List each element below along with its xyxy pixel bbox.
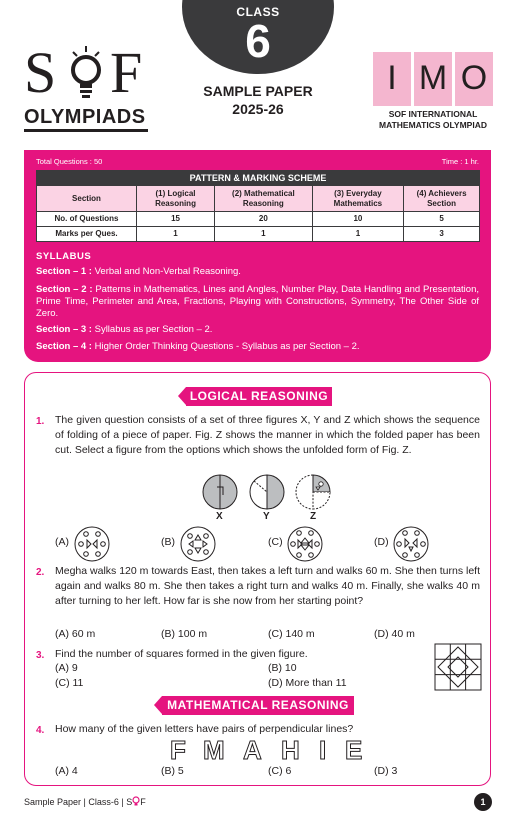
- table-header-cell: (4) Achievers Section: [404, 186, 480, 212]
- footer-text: Sample Paper | Class-6 | S: [24, 797, 133, 807]
- class-number: 6: [245, 15, 271, 67]
- option-label: (B) 100 m: [161, 628, 208, 640]
- syllabus-text: Syllabus as per Section – 2.: [91, 324, 213, 335]
- option-label: (B) 5: [161, 765, 184, 777]
- logo-underline: [24, 129, 148, 132]
- question-number: 4.: [36, 725, 45, 736]
- syllabus-text: Verbal and Non-Verbal Reasoning.: [91, 266, 241, 277]
- option-label: (C): [268, 536, 283, 548]
- table-cell: 15: [137, 212, 215, 227]
- syllabus-text: Higher Order Thinking Questions - Syllabus as per Section – 2.: [91, 341, 360, 352]
- scheme-meta: [36, 157, 479, 168]
- outline-letter: I: [319, 735, 327, 765]
- option-label: (B): [161, 536, 175, 548]
- imo-caption-line: SOF INTERNATIONAL: [388, 109, 478, 119]
- question-number: 1.: [36, 416, 45, 427]
- syllabus-label: Section – 4 :: [36, 341, 92, 352]
- outline-letter: F: [170, 735, 186, 765]
- option-label: (C) 11: [55, 677, 84, 689]
- imo-letter-o: O: [460, 59, 488, 97]
- syllabus-label: Section – 3 :: [36, 324, 92, 335]
- figure-label-y: Y: [263, 511, 270, 522]
- outline-letter: A: [243, 735, 262, 765]
- table-header-cell: (3) Everyday Mathematics: [312, 186, 403, 212]
- sample-paper-title: [182, 82, 334, 118]
- syllabus-label: Section – 1 :: [36, 266, 92, 277]
- table-cell: 1: [312, 227, 403, 242]
- option-label: (D): [374, 536, 389, 548]
- imo-caption: [373, 109, 493, 131]
- table-cell: 20: [215, 212, 313, 227]
- option-label: (C) 6: [268, 765, 292, 777]
- total-questions: Total Questions : 50: [36, 157, 103, 166]
- table-cell: Marks per Ques.: [37, 227, 137, 242]
- outline-letter: M: [203, 735, 225, 765]
- sof-letter-s: S: [24, 40, 59, 105]
- syllabus-title: SYLLABUS: [36, 251, 92, 262]
- section-banner-logical: LOGICAL REASONING: [186, 387, 332, 406]
- table-header-cell: (2) Mathematical Reasoning: [215, 186, 313, 212]
- marking-scheme-table: [36, 170, 480, 242]
- class-label: CLASS: [236, 5, 280, 19]
- table-cell: No. of Questions: [37, 212, 137, 227]
- syllabus-item: [36, 324, 479, 336]
- footer: [24, 796, 146, 807]
- question-text: The given question consists of a set of three figures X, Y and Z which shows the sequence of folding of a piece of paper. Fig. Z shows the manner in which the folded paper has been cut. Select a figure from the options which shows the unfolded form of Fig. Z.: [55, 414, 480, 456]
- table-header-cell: Section: [37, 186, 137, 212]
- imo-letter-i: I: [387, 59, 397, 97]
- sample-paper-year: 2025-26: [232, 101, 284, 117]
- imo-letter-m: M: [418, 59, 448, 97]
- footer-text-end: F: [140, 797, 146, 807]
- marking-scheme-panel: [24, 150, 491, 362]
- option-label: (D) 40 m: [374, 628, 415, 640]
- outline-letter: H: [281, 735, 300, 765]
- section-banner-mathematical: MATHEMATICAL REASONING: [162, 696, 354, 715]
- table-header-cell: (1) Logical Reasoning: [137, 186, 215, 212]
- option-figure-a: [74, 526, 110, 562]
- option-label: (D) 3: [374, 765, 398, 777]
- imo-caption-line: MATHEMATICS OLYMPIAD: [379, 120, 487, 130]
- table-cell: 1: [215, 227, 313, 242]
- page-number: 1: [474, 793, 492, 811]
- figure-label-x: X: [216, 511, 223, 522]
- syllabus-item: [36, 341, 479, 353]
- question-text: Find the number of squares formed in the given figure.: [55, 648, 308, 660]
- squares-figure: [434, 643, 482, 691]
- syllabus-item: [36, 266, 479, 278]
- question-number: 2.: [36, 567, 45, 578]
- option-label: (B) 10: [268, 662, 297, 674]
- option-figure-c: [287, 526, 323, 562]
- option-label: (A) 9: [55, 662, 78, 674]
- table-cell: 1: [137, 227, 215, 242]
- syllabus-text: Patterns in Mathematics, Lines and Angles, Number Play, Data Handling and Presentation, Prime Time, Perimeter and Area, Fractions, Playing with Constructions, Symmetry, The Other Side of Zero.: [36, 284, 479, 319]
- table-cell: 3: [404, 227, 480, 242]
- option-label: (A) 60 m: [55, 628, 96, 640]
- option-figure-b: [180, 526, 216, 562]
- option-label: (A): [55, 536, 69, 548]
- option-figure-d: [393, 526, 429, 562]
- syllabus-item: [36, 284, 479, 320]
- table-cell: 10: [312, 212, 403, 227]
- sample-paper-line: SAMPLE PAPER: [203, 83, 313, 99]
- time-limit: Time : 1 hr.: [441, 157, 479, 166]
- question-text: Megha walks 120 m towards East, then takes a left turn and walks 60 m. She then turns left again and walks 80 m. She then takes a right turn and walks 40 m. Finally, she walks 40 m after turning to her left. How far is she now from her starting point?: [55, 565, 480, 607]
- table-cell: 5: [404, 212, 480, 227]
- question-number: 3.: [36, 650, 45, 661]
- option-label: (D) More than 11: [268, 677, 347, 689]
- sof-logo: [24, 42, 148, 134]
- imo-logo: [373, 52, 493, 134]
- figure-label-z: Z: [310, 511, 317, 522]
- outline-letter: E: [345, 735, 363, 765]
- syllabus-label: Section – 2 :: [36, 284, 93, 295]
- olympiads-wordmark: OLYMPIADS: [24, 106, 146, 128]
- option-label: (C) 140 m: [268, 628, 315, 640]
- sof-letter-f: F: [110, 40, 145, 105]
- bulb-icon: [70, 46, 102, 100]
- table-title: PATTERN & MARKING SCHEME: [37, 171, 480, 186]
- question-text: How many of the given letters have pairs of perpendicular lines?: [55, 723, 354, 735]
- option-label: (A) 4: [55, 765, 78, 777]
